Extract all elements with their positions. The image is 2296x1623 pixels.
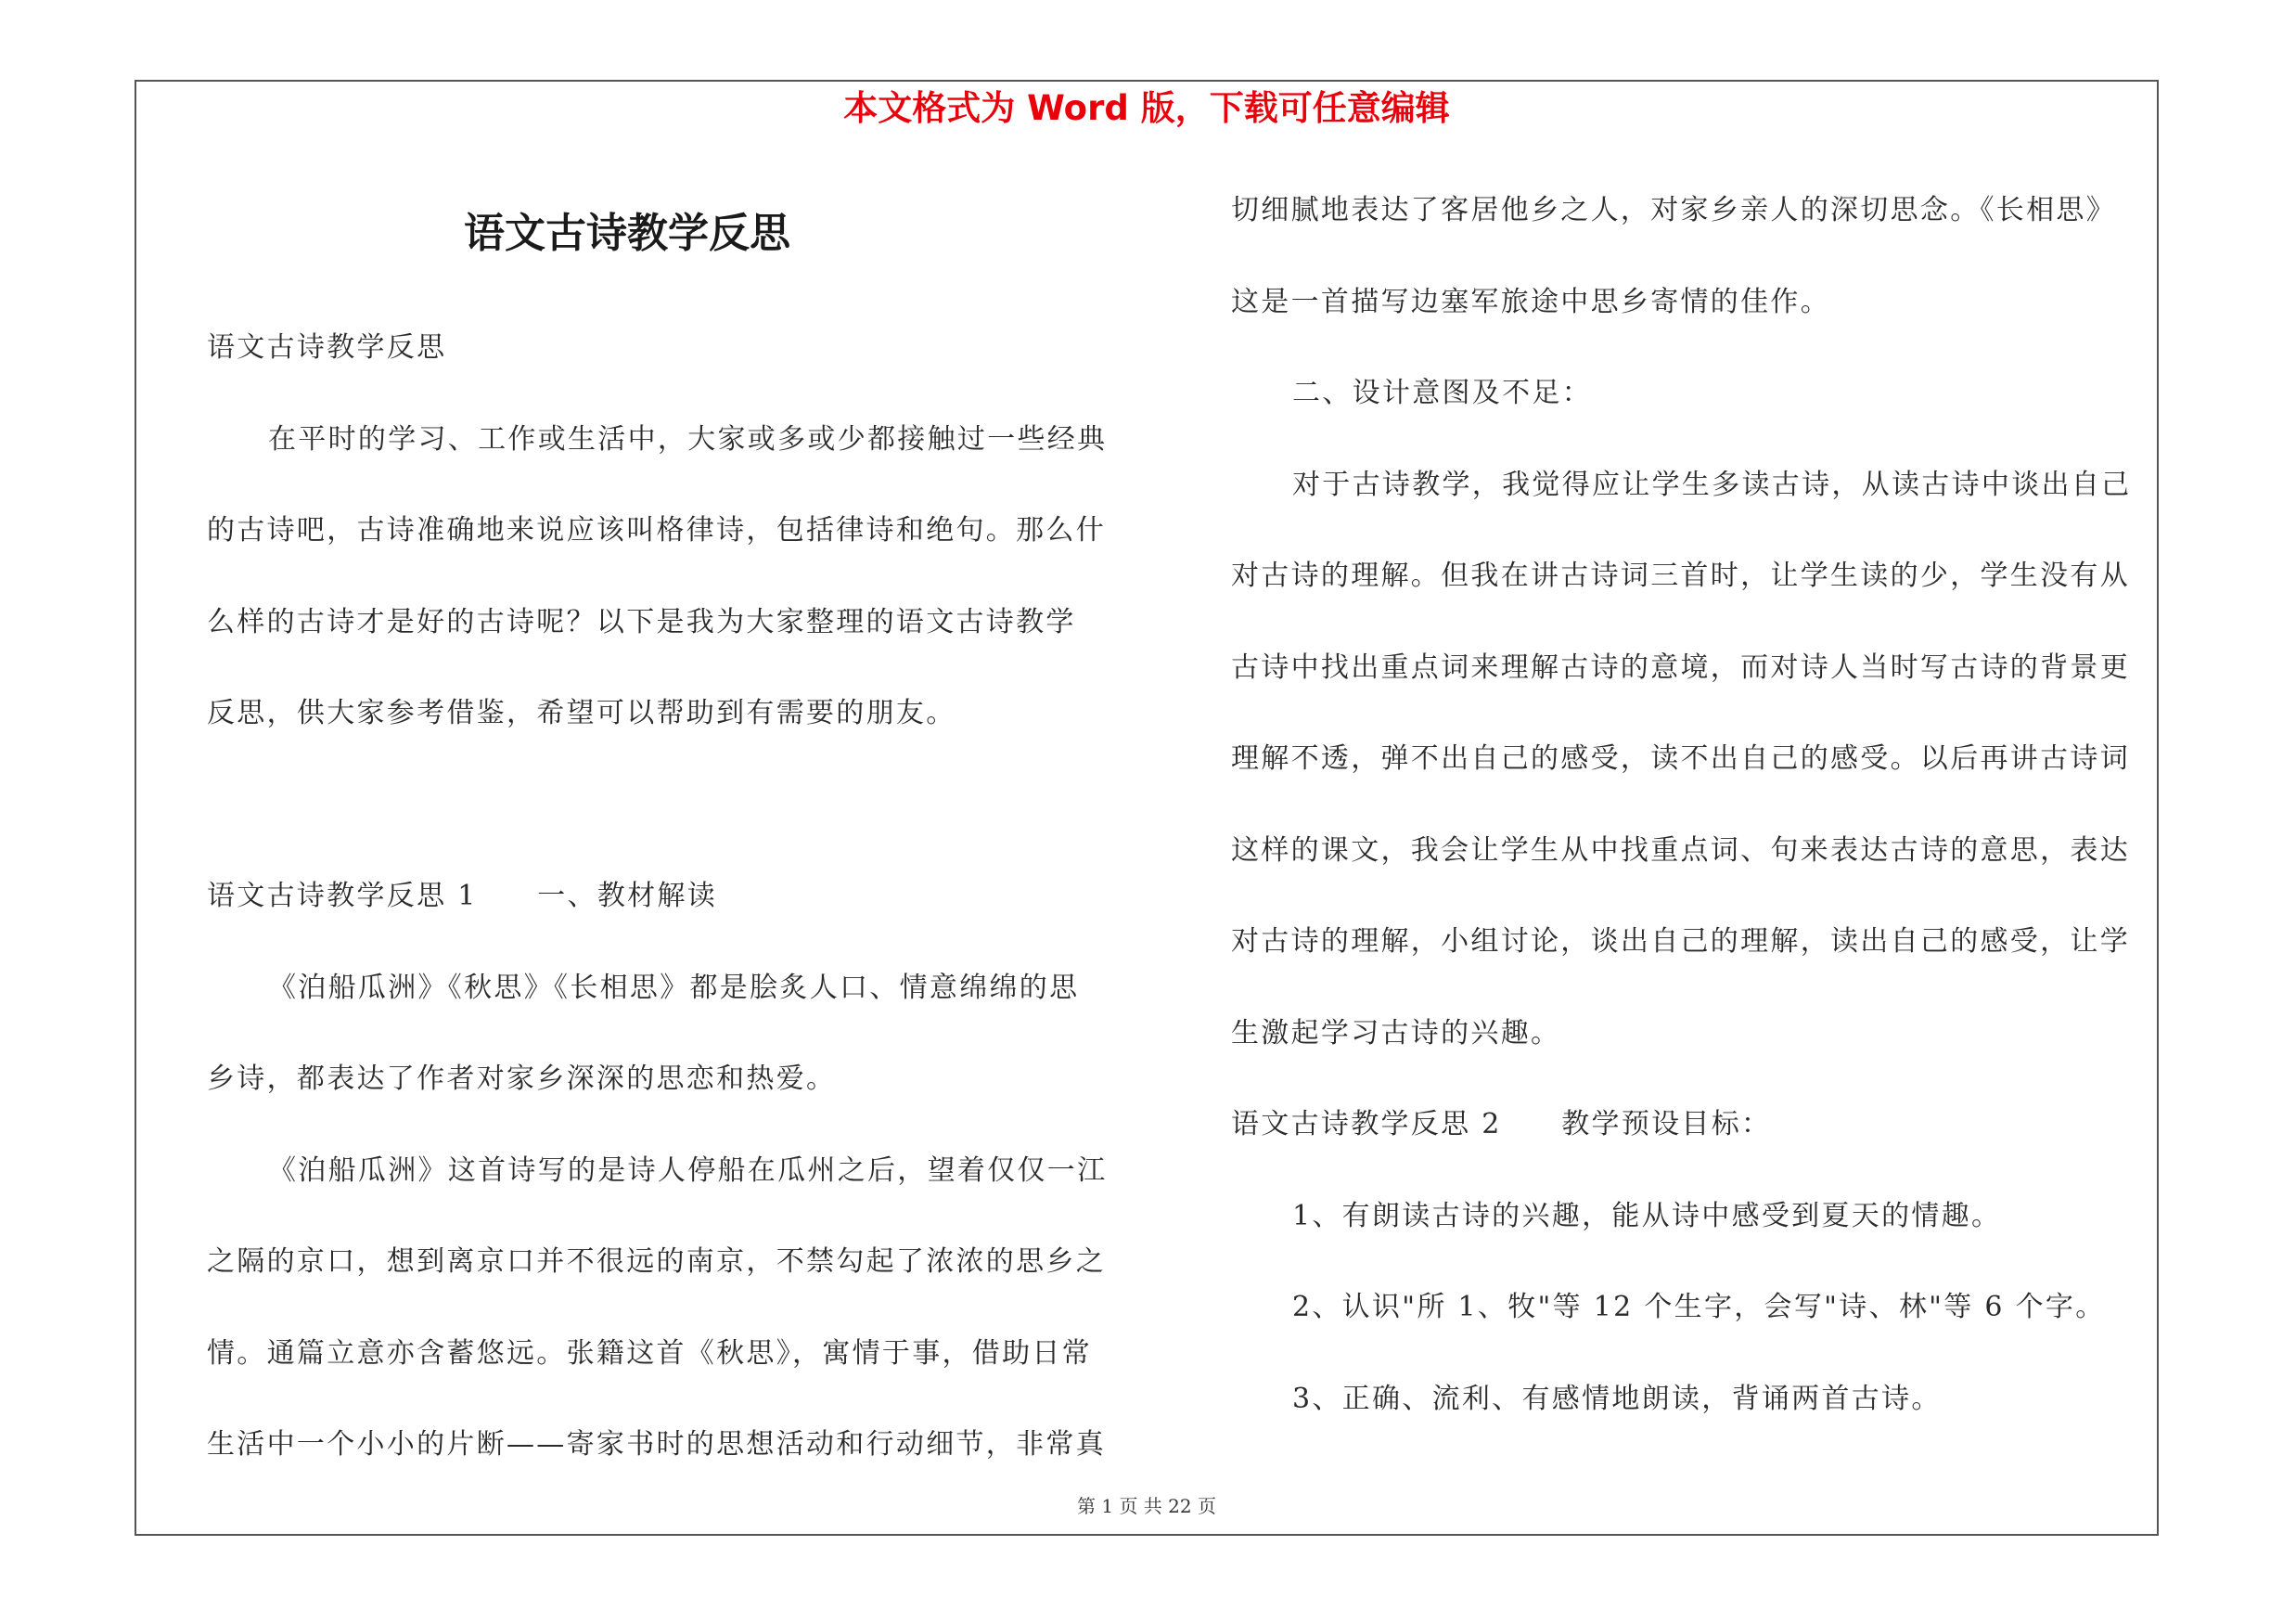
paragraph-line: 《泊船瓜洲》这首诗写的是诗人停船在瓜州之后，望着仅仅一江: [268, 1153, 1108, 1187]
section-heading: 语文古诗教学反思 1 一、教材解读: [207, 880, 718, 912]
paragraph-line: 生活中一个小小的片断——寄家书时的思想活动和行动细节，非常真: [207, 1428, 1106, 1461]
paragraph-line: 古诗中找出重点词来理解古诗的意境，而对诗人当时写古诗的背景更: [1231, 650, 2130, 684]
paragraph-line: 生激起学习古诗的兴趣。: [1231, 1016, 1561, 1050]
editable-format-banner: 本文格式为 Word 版，下载可任意编辑: [843, 88, 1450, 128]
document-title: 语文古诗教学反思: [464, 210, 790, 257]
paragraph-line: 的古诗吧，古诗准确地来说应该叫格律诗，包括律诗和绝句。那么什: [207, 514, 1106, 547]
blank-line: [207, 760, 1135, 852]
paragraph-line: 切细腻地表达了客居他乡之人，对家乡亲人的深切思念。《长相思》: [1231, 194, 2116, 226]
paragraph-line: 这是一首描写边塞军旅途中思乡寄情的佳作。: [1231, 285, 1830, 318]
list-item: 2、认识"所 1、牧"等 12 个生字，会写"诗、林"等 6 个字。: [1292, 1291, 2106, 1323]
section-heading: 二、设计意图及不足：: [1292, 377, 1592, 409]
paragraph-line: 对古诗的理解，小组讨论，谈出自己的理解，读出自己的感受，让学: [1231, 925, 2130, 958]
paragraph-line: 反思，供大家参考借鉴，希望可以帮助到有需要的朋友。: [207, 697, 956, 729]
list-item: 1、有朗读古诗的兴趣，能从诗中感受到夏天的情趣。: [1292, 1199, 2002, 1232]
paragraph-line: 《泊船瓜洲》《秋思》《长相思》都是脍炙人口、情意绵绵的思: [268, 971, 1080, 1004]
paragraph-line: 么样的古诗才是好的古诗呢？以下是我为大家整理的语文古诗教学: [207, 605, 1076, 638]
paragraph-line: 对古诗的理解。但我在讲古诗词三首时，让学生读的少，学生没有从: [1231, 560, 2130, 592]
paragraph-line: 对于古诗教学，我觉得应让学生多读古诗，从读古诗中谈出自己: [1292, 468, 2132, 501]
paragraph-line: 这样的课文，我会让学生从中找重点词、句来表达古诗的意思，表达: [1231, 833, 2130, 867]
list-item: 3、正确、流利、有感情地朗读，背诵两首古诗。: [1292, 1382, 1942, 1415]
paragraph-line: 理解不透，弹不出自己的感受，读不出自己的感受。以后再讲古诗词: [1231, 742, 2130, 775]
paragraph-line: 情。通篇立意亦含蓄悠远。张籍这首《秋思》，寓情于事，借助日常: [207, 1336, 1092, 1370]
page-number-footer: 第 1 页 共 22 页: [1077, 1495, 1216, 1517]
paragraph-line: 之隔的京口，想到离京口并不很远的南京，不禁勾起了浓浓的思乡之: [207, 1245, 1106, 1278]
paragraph-line: 乡诗，都表达了作者对家乡深深的思恋和热爱。: [207, 1063, 837, 1095]
right-text-column: [1231, 165, 2159, 1445]
section-heading: 语文古诗教学反思 2 教学预设目标：: [1231, 1108, 1772, 1140]
paragraph-line: 在平时的学习、工作或生活中，大家或多或少都接触过一些经典: [268, 422, 1108, 456]
section-heading: 语文古诗教学反思: [207, 331, 447, 364]
left-text-column: [207, 303, 1135, 1491]
